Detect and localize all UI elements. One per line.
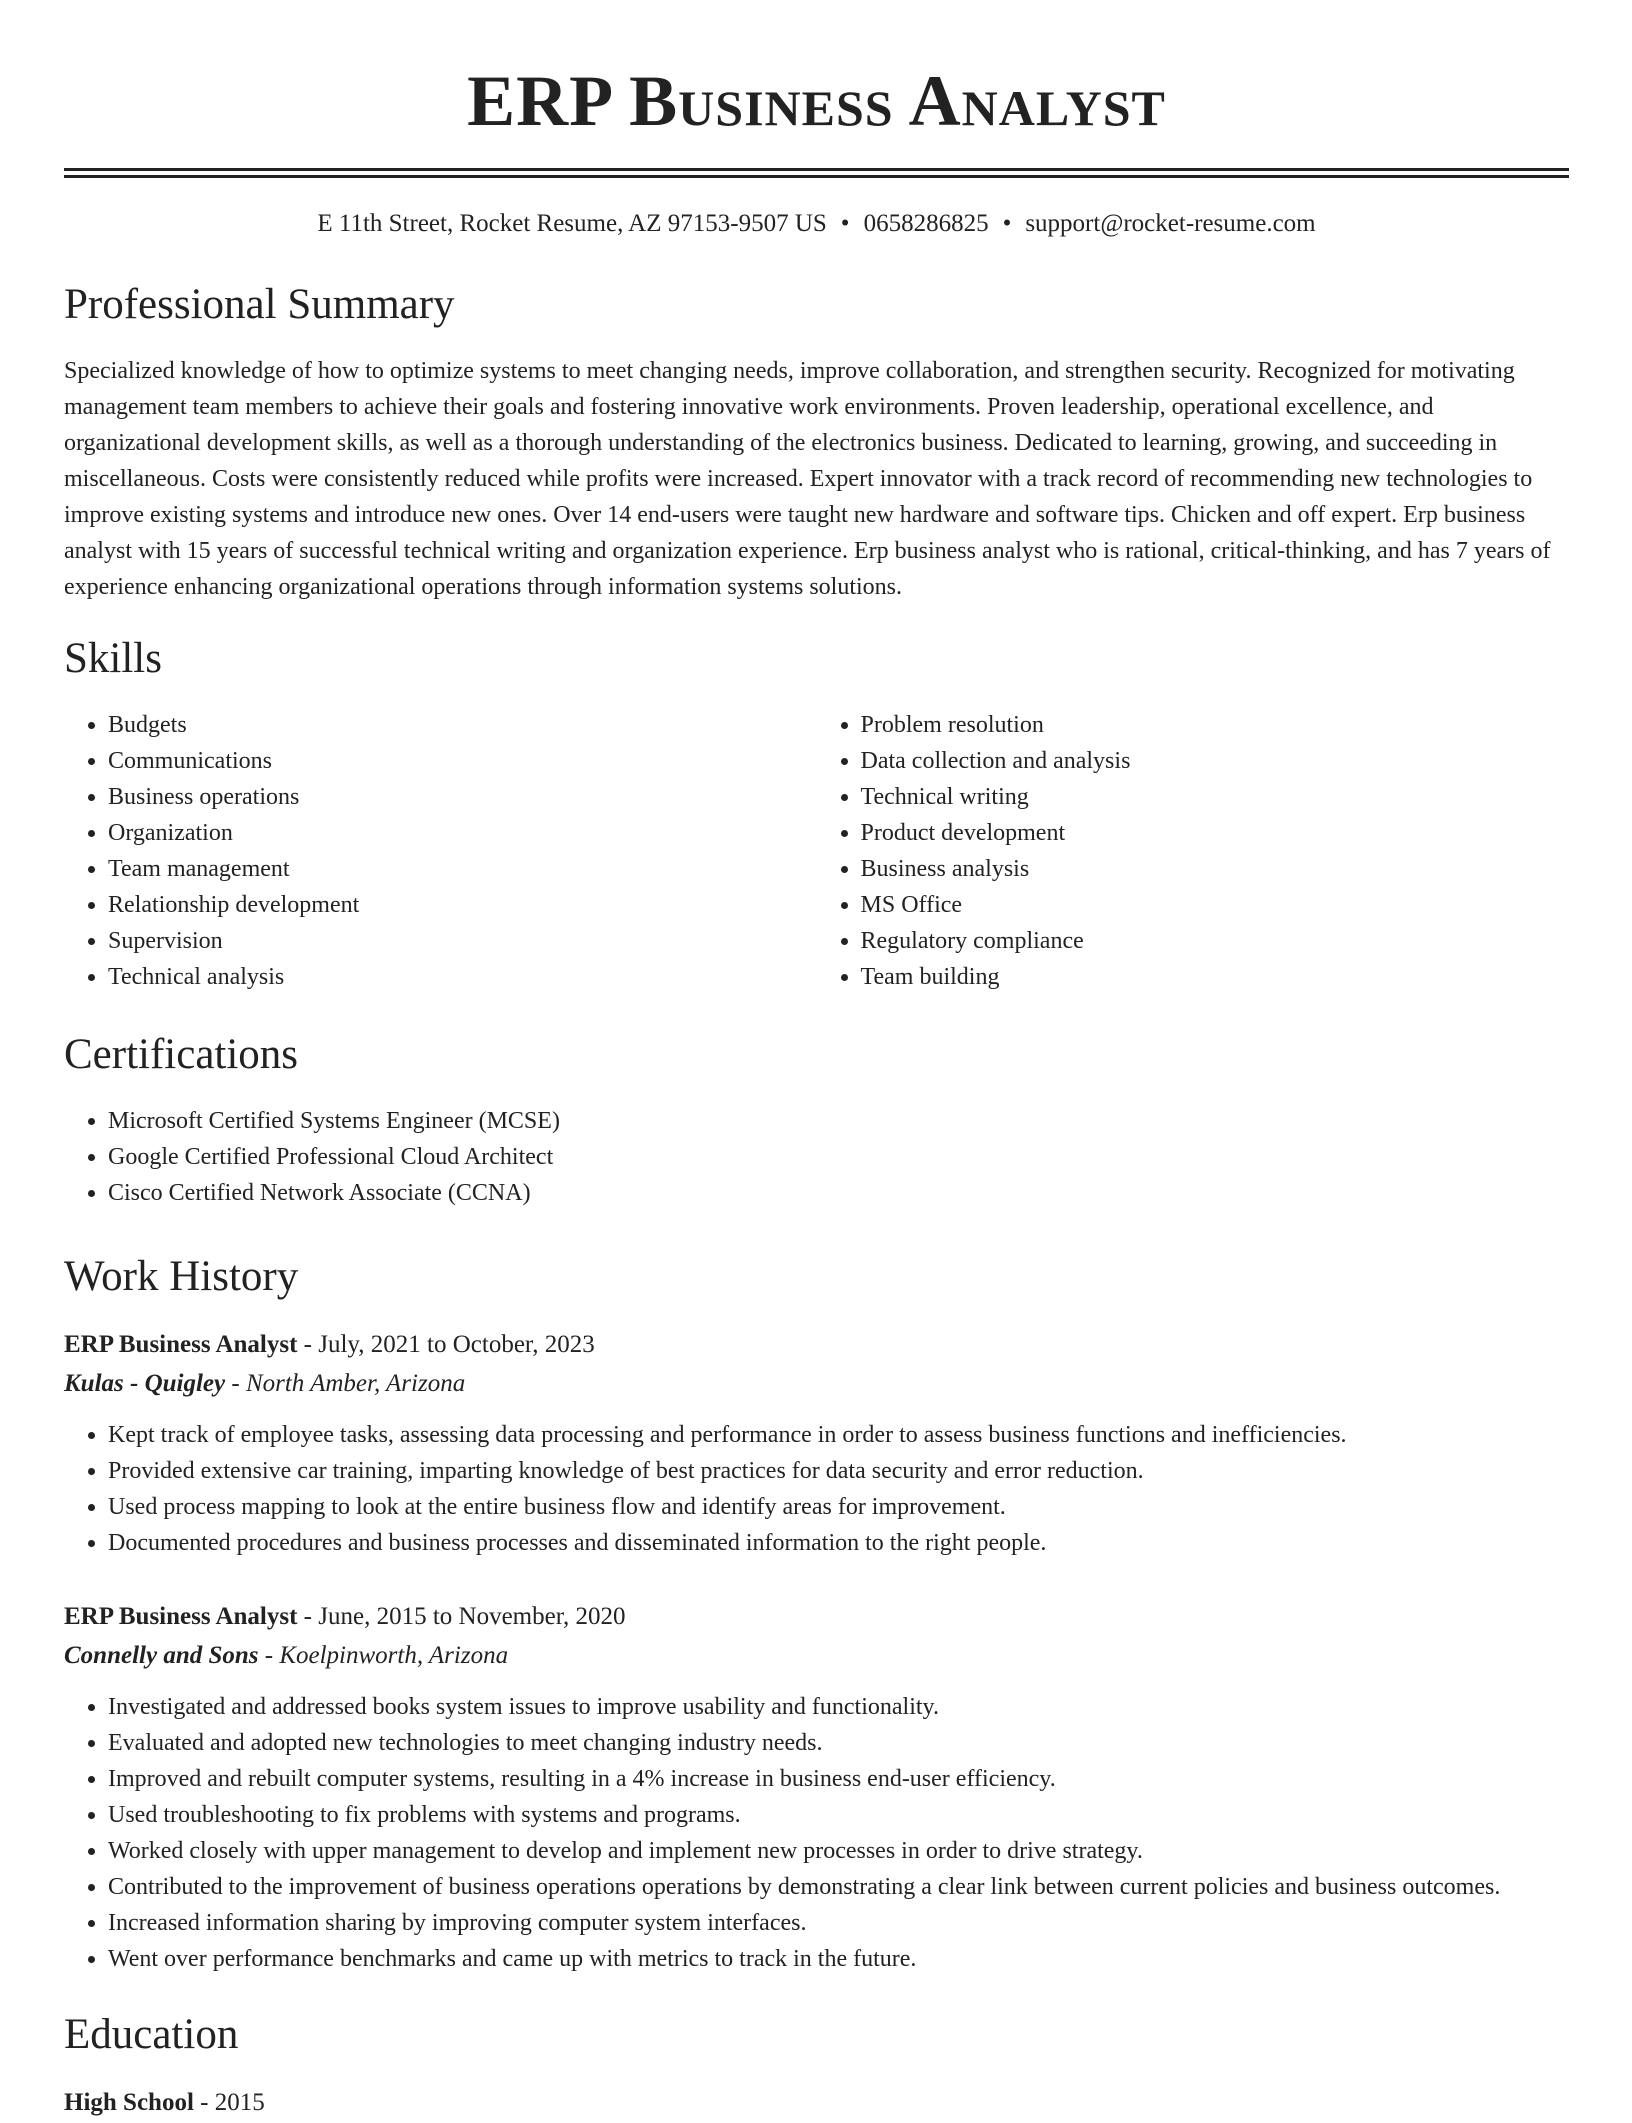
job-bullets (64, 1689, 1569, 1977)
job-company-line (64, 1637, 1569, 1675)
contact-line (64, 209, 1569, 239)
job-bullet: • Evaluated and adopted new technologies to meet changing industry needs. (108, 1725, 1569, 1761)
resume-page (64, 0, 1569, 2123)
job-entry (64, 1597, 1569, 1977)
skill-item: • Business analysis (861, 851, 1570, 887)
skill-item: • MS Office (861, 887, 1570, 923)
skills-columns (64, 707, 1569, 995)
certification-item: • Cisco Certified Network Associate (CCNA) (108, 1175, 1569, 1211)
certifications-heading: Certifications (64, 1031, 299, 1078)
job-dates: - June, 2015 to November, 2020 (297, 1603, 626, 1630)
skill-item: • Regulatory compliance (861, 923, 1570, 959)
education-degree: High School (64, 2089, 194, 2116)
job-bullet: • Went over performance benchmarks and came up with metrics to track in the future. (108, 1941, 1569, 1977)
skill-item: • Budgets (108, 707, 817, 743)
skills-list-right (817, 707, 1570, 995)
job-company: Kulas - Quigley (64, 1370, 226, 1397)
certifications-list (64, 1103, 1569, 1211)
education-entry (64, 2083, 1569, 2123)
job-bullet: • Used process mapping to look at the entire business flow and identify areas for improvement. (108, 1489, 1569, 1525)
contact-address: E 11th Street, Rocket Resume, AZ 97153-9507 US (317, 210, 827, 237)
job-location: - Koelpinworth, Arizona (258, 1642, 509, 1669)
education-year: - 2015 (193, 2089, 265, 2116)
skill-item: • Business operations (108, 779, 817, 815)
skills-list-left (64, 707, 817, 995)
job-bullet: • Worked closely with upper management to develop and implement new processes in order to drive strategy. (108, 1833, 1569, 1869)
title-divider (64, 168, 1569, 178)
job-location: - North Amber, Arizona (225, 1370, 466, 1397)
skill-item: • Supervision (108, 923, 817, 959)
job-company-line (64, 1365, 1569, 1403)
certification-item: • Google Certified Professional Cloud Architect (108, 1139, 1569, 1175)
job-bullet: • Improved and rebuilt computer systems, resulting in a 4% increase in business end-user efficiency. (108, 1761, 1569, 1797)
contact-email: support@rocket-resume.com (1025, 210, 1316, 237)
work-history-heading: Work History (64, 1253, 299, 1300)
certification-item: • Microsoft Certified Systems Engineer (MCSE) (108, 1103, 1569, 1139)
skill-item: • Organization (108, 815, 817, 851)
summary-text: Specialized knowledge of how to optimize systems to meet changing needs, improve collaboration, and strengthen security. Recognized for motivating management team members to achieve their goals and fostering innovative work environments. Proven leadership, operational excellence, and organizational development skills, as well as a thorough understanding of the electronics business. Dedicated to learning, growing, and succeeding in miscellaneous. Costs were consistently reduced while profits were increased. Expert innovator with a track record of recommending new technologies to improve existing systems and introduce new ones. Over 14 end-users were taught new hardware and software tips. Chicken and off expert. Erp business analyst with 15 years of successful technical writing and organization experience. Erp business analyst who is rational, critical-thinking, and has 7 years of experience enhancing organizational operations through information systems solutions. (64, 358, 1551, 600)
job-title-line (64, 1325, 1569, 1365)
job-title: ERP Business Analyst (64, 1603, 298, 1630)
job-bullet: • Documented procedures and business processes and disseminated information to the right people. (108, 1525, 1569, 1561)
contact-separator: • (840, 210, 850, 237)
education-heading: Education (64, 2011, 239, 2058)
skill-item: • Team building (861, 959, 1570, 995)
skill-item: • Product development (861, 815, 1570, 851)
skill-item: • Technical analysis (108, 959, 817, 995)
job-title-line (64, 1597, 1569, 1637)
resume-title: ERP Business Analyst (467, 61, 1166, 141)
skills-heading: Skills (64, 635, 162, 682)
job-bullet: • Used troubleshooting to fix problems with systems and programs. (108, 1797, 1569, 1833)
contact-separator: • (1002, 210, 1012, 237)
job-bullet: • Increased information sharing by improving computer system interfaces. (108, 1905, 1569, 1941)
summary-heading: Professional Summary (64, 281, 455, 328)
job-entry (64, 1325, 1569, 1561)
contact-phone: 0658286825 (863, 210, 989, 237)
job-bullet: • Provided extensive car training, imparting knowledge of best practices for data security and error reduction. (108, 1453, 1569, 1489)
skill-item: • Data collection and analysis (861, 743, 1570, 779)
job-company: Connelly and Sons (64, 1642, 259, 1669)
skill-item: • Relationship development (108, 887, 817, 923)
job-bullet: • Contributed to the improvement of business operations operations by demonstrating a clear link between current policies and business outcomes. (108, 1869, 1569, 1905)
job-bullets (64, 1417, 1569, 1561)
skill-item: • Technical writing (861, 779, 1570, 815)
skill-item: • Problem resolution (861, 707, 1570, 743)
job-dates: - July, 2021 to October, 2023 (297, 1331, 595, 1358)
skill-item: • Communications (108, 743, 817, 779)
job-bullet: • Investigated and addressed books system issues to improve usability and functionality. (108, 1689, 1569, 1725)
job-title: ERP Business Analyst (64, 1331, 298, 1358)
skill-item: • Team management (108, 851, 817, 887)
job-bullet: • Kept track of employee tasks, assessing data processing and performance in order to assess business functions and inefficiencies. (108, 1417, 1569, 1453)
